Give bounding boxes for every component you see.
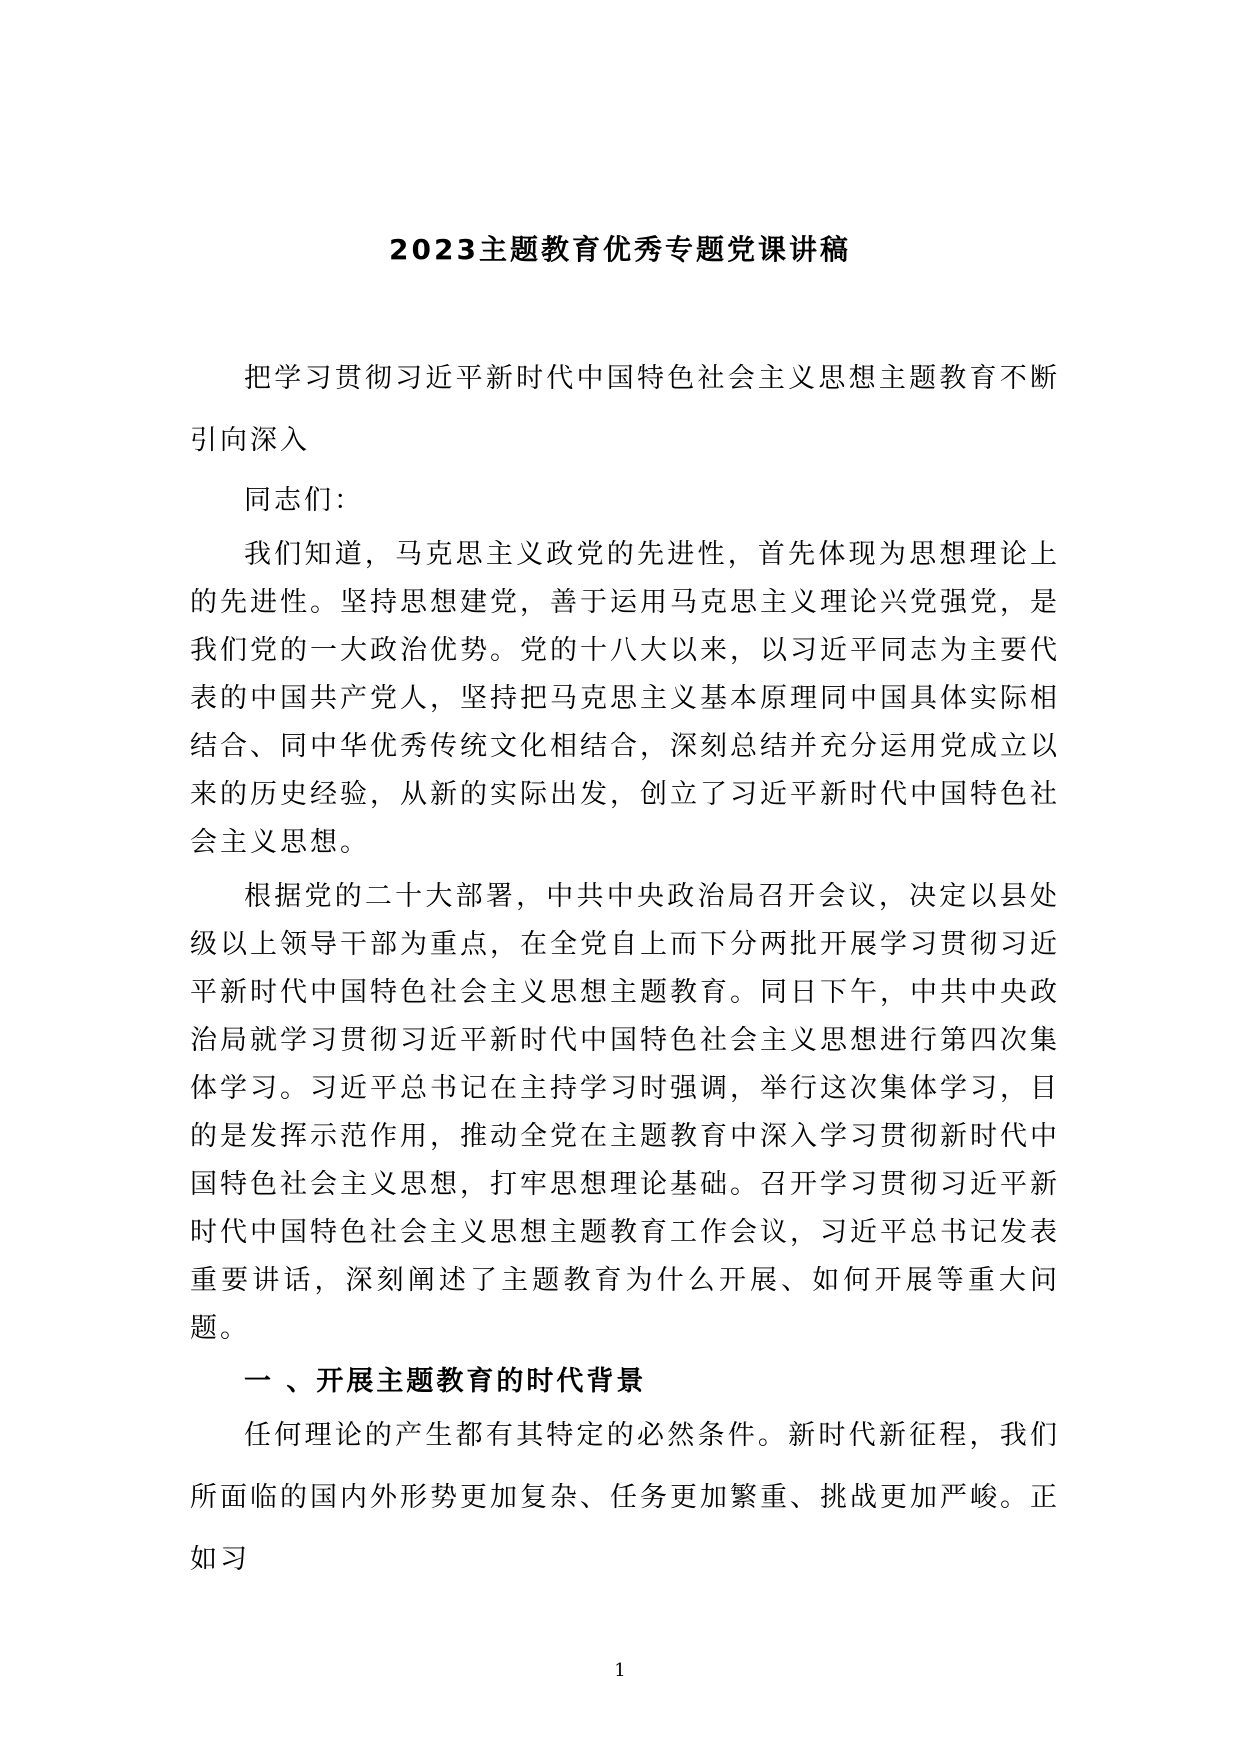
greeting: 同志们： [244, 485, 364, 516]
body-paragraph-1: 我们知道，马克思主义政党的先进性，首先体现为思想理论上的先进性。坚持思想建党，善于运用马克思主义理论兴党强党，是我们党的一大政治优势。党的十八大以来，以习近平同志为主要代表的中国共产党人，坚持把马克思主义基本原理同中国具体实际相结合、同中华优秀传统文化相结合，深刻总结并充分运用党成立以来的历史经验，从新的实际出发，创立了习近平新时代中国特色社会主义思想。 [190, 539, 1060, 858]
section-1-paragraph: 任何理论的产生都有其特定的必然条件。新时代新征程，我们所面临的国内外形势更加复杂、任务更加繁重、挑战更加严峻。正如习 [190, 1420, 1060, 1575]
document-title: 2023主题教育优秀专题党课讲稿 [389, 233, 851, 266]
body-paragraph-2: 根据党的二十大部署，中共中央政治局召开会议，决定以县处级以上领导干部为重点，在全党自上而下分两批开展学习贯彻习近平新时代中国特色社会主义思想主题教育。同日下午，中共中央政治局就学习贯彻习近平新时代中国特色社会主义思想进行第四次集体学习。习近平总书记在主持学习时强调，举行这次集体学习，目的是发挥示范作用，推动全党在主题教育中深入学习贯彻新时代中国特色社会主义思想，打牢思想理论基础。召开学习贯彻习近平新时代中国特色社会主义思想主题教育工作会议，习近平总书记发表重要讲话，深刻阐述了主题教育为什么开展、如何开展等重大问题。 [190, 881, 1060, 1344]
section-heading-1: 一 、开展主题教育的时代背景 [244, 1366, 647, 1397]
page-number: 1 [614, 1660, 626, 1681]
speech-subtitle: 把学习贯彻习近平新时代中国特色社会主义思想主题教育不断引向深入 [190, 363, 1060, 456]
document-body [190, 348, 1060, 1591]
